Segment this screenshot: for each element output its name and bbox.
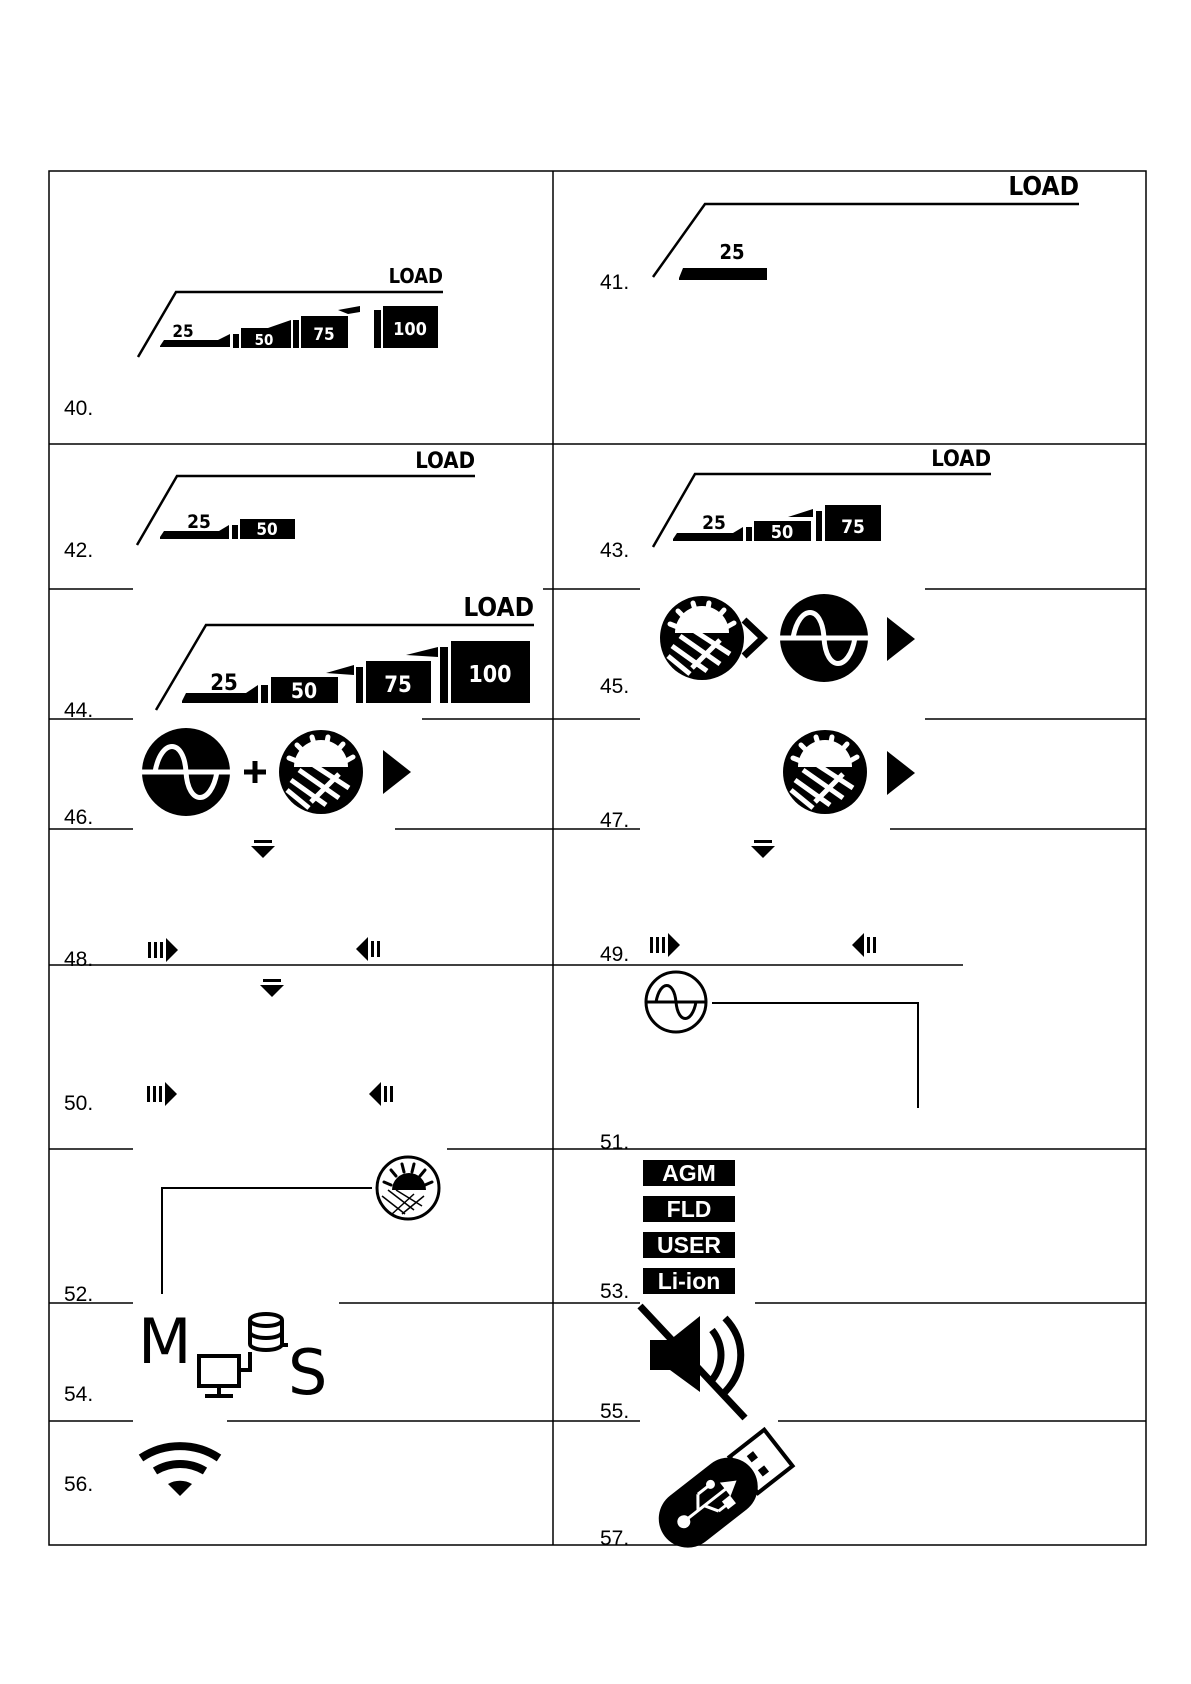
load-level-75: 75 [313,325,335,345]
svg-text:100: 100 [468,662,512,688]
battery-type-li-ion: Li-ion [657,1268,721,1294]
svg-text:25: 25 [210,671,238,696]
flow-left-arrow-icon [369,1082,393,1106]
svg-text:50: 50 [770,522,794,543]
load-level-icon-75 [653,447,991,547]
slave-label: S [288,1336,328,1409]
triangle-right-icon [383,750,411,794]
flow-right-arrow-icon [147,1082,177,1106]
row-label-53: 53. [600,1280,630,1303]
svg-text:25: 25 [719,240,745,264]
row-label-48: 48. [64,948,94,971]
speaker-mute-icon [640,1306,745,1418]
load-level-50: 50 [254,331,274,349]
row-label-47: 47. [600,809,630,832]
row-label-41: 41. [600,271,630,294]
load-label: LOAD [388,264,443,288]
load-level-icon-100 [156,593,534,710]
svg-text:75: 75 [841,516,865,538]
row-label-55: 55. [600,1400,630,1423]
chevron-right-icon [744,620,763,656]
load-level-icon-25 [653,172,1079,280]
ac-utility-icon [780,594,868,682]
flow-right-arrow-icon [148,938,178,962]
flow-right-arrow-icon [650,933,680,957]
svg-text:LOAD: LOAD [931,447,991,472]
row-label-42: 42. [64,539,94,562]
battery-type-user: USER [657,1232,721,1258]
svg-text:75: 75 [384,673,412,698]
row-label-46: 46. [64,806,94,829]
flow-left-arrow-icon [356,937,380,961]
flow-down-arrow-icon [251,840,275,858]
row-label-50: 50. [64,1092,94,1115]
flow-down-arrow-icon [260,979,284,997]
solar-icon [279,730,363,814]
battery-type-fld: FLD [666,1196,712,1222]
flow-left-arrow-icon [852,933,876,957]
svg-text:50: 50 [256,520,278,540]
pv-input-line-icon [162,1157,439,1294]
master-label: M [138,1305,192,1378]
solar-icon [660,596,744,680]
flow-down-arrow-icon [751,840,775,858]
usb-drive-icon [647,1425,796,1559]
row-label-43: 43. [600,539,630,562]
svg-text:25: 25 [187,511,211,533]
network-icon [138,1305,327,1409]
row-label-45: 45. [600,675,630,698]
row-label-56: 56. [64,1473,94,1496]
plus-icon [244,761,266,783]
svg-text:LOAD: LOAD [415,449,475,474]
solar-icon [783,730,867,814]
load-level-icon [138,264,443,357]
row-label-49: 49. [600,943,630,966]
row-label-52: 52. [64,1283,94,1306]
row-label-44: 44. [64,699,94,722]
svg-text:LOAD: LOAD [463,593,534,623]
load-level-25: 25 [172,322,194,342]
load-level-icon-50 [137,449,475,545]
row-label-40: 40. [64,397,94,420]
svg-text:LOAD: LOAD [1008,172,1079,202]
battery-type-agm: AGM [662,1160,716,1186]
svg-text:50: 50 [290,679,318,703]
battery-type-list [643,1160,735,1294]
triangle-right-icon [887,617,915,661]
row-label-51: 51. [600,1131,630,1154]
load-level-100: 100 [393,319,427,340]
table-grid [49,171,1146,1545]
wifi-icon [141,1446,219,1496]
ac-utility-icon [142,728,230,816]
row-label-57: 57. [600,1527,630,1550]
ac-input-line-icon [646,972,918,1108]
svg-text:25: 25 [702,512,726,534]
triangle-right-icon [887,751,915,795]
row-label-54: 54. [64,1383,94,1406]
